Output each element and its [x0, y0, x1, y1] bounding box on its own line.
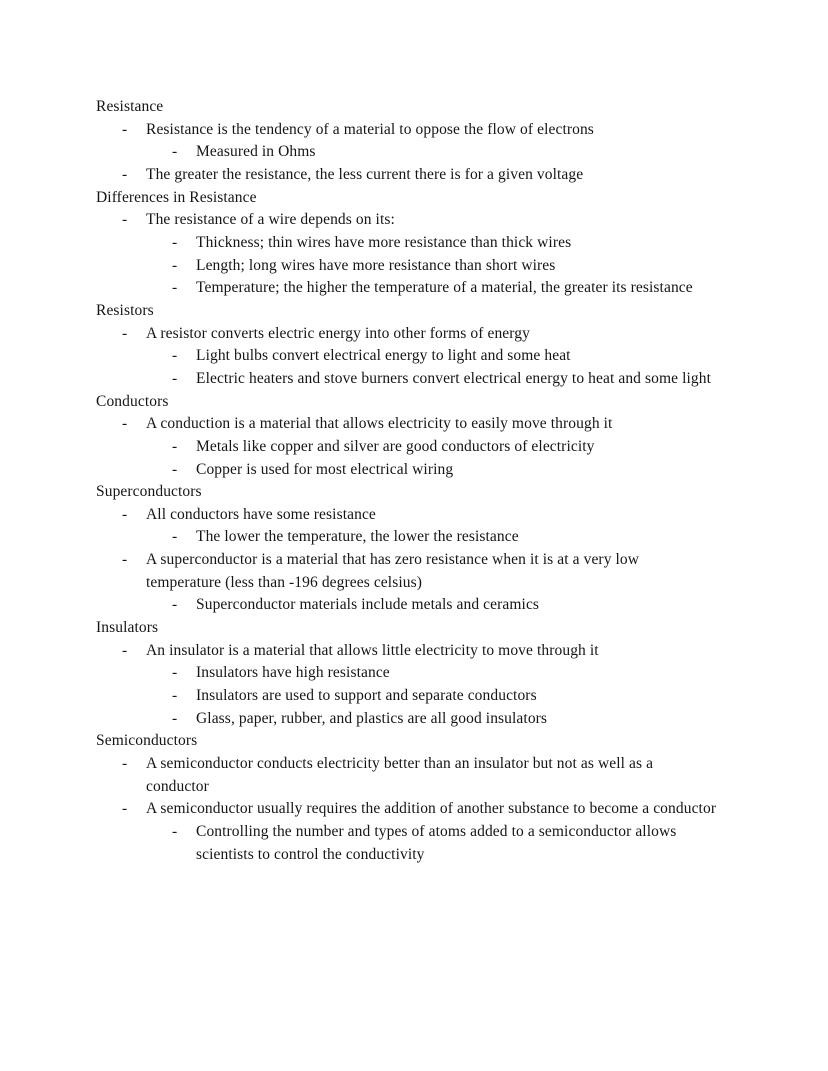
list-item — [96, 549, 718, 594]
list-item-text: An insulator is a material that allows little electricity to move through it — [146, 641, 599, 659]
list-item — [96, 141, 718, 164]
bullet-dash: - — [172, 233, 178, 251]
bullet-dash: - — [122, 120, 128, 138]
section-heading: Insulators — [96, 619, 159, 637]
list-item — [96, 119, 718, 142]
list-item-text: A semiconductor conducts electricity better than an insulator but not as well as a conductor — [146, 755, 654, 795]
list-item — [96, 526, 718, 549]
list-item-text: A semiconductor usually requires the addition of another substance to become a conductor — [146, 800, 717, 818]
list-item-text: Copper is used for most electrical wiring — [196, 460, 454, 478]
bullet-dash: - — [172, 369, 178, 387]
list-item — [96, 413, 718, 436]
bullet-dash: - — [122, 800, 128, 818]
list-item-text: A resistor converts electric energy into other forms of energy — [146, 324, 530, 342]
bullet-dash: - — [122, 551, 128, 569]
bullet-dash: - — [122, 755, 128, 773]
bullet-dash: - — [172, 687, 178, 705]
bullet-dash: - — [122, 211, 128, 229]
section-heading: Semiconductors — [96, 732, 198, 750]
list-item-text: Glass, paper, rubber, and plastics are all good insulators — [196, 709, 548, 727]
list-item-text: Resistance is the tendency of a material to oppose the flow of electrons — [146, 120, 594, 138]
list-item-text: All conductors have some resistance — [146, 505, 376, 523]
bullet-dash: - — [172, 143, 178, 161]
bullet-dash: - — [172, 347, 178, 365]
bullet-dash: - — [172, 256, 178, 274]
bullet-dash: - — [172, 823, 178, 840]
list-item-text: Thickness; thin wires have more resistance than thick wires — [196, 233, 572, 251]
bullet-dash: - — [172, 528, 178, 546]
bullet-dash: - — [122, 505, 128, 523]
section-heading: Conductors — [96, 392, 169, 410]
section-heading: Resistance — [96, 98, 164, 115]
list-item-text: The lower the temperature, the lower the resistance — [196, 528, 519, 546]
list-item-text: The greater the resistance, the less current there is for a given voltage — [146, 165, 584, 183]
list-item-text: Insulators are used to support and separate conductors — [196, 687, 537, 705]
list-item — [96, 753, 718, 798]
list-item-text: Superconductor materials include metals and ceramics — [196, 596, 540, 614]
bullet-dash: - — [172, 664, 178, 682]
list-item — [96, 277, 718, 300]
list-item — [96, 504, 718, 527]
list-item — [96, 821, 718, 866]
list-item-text: A superconductor is a material that has zero resistance when it is at a very low temperature (less than -196 degrees celsius) — [146, 551, 640, 591]
list-item — [96, 640, 718, 663]
section-heading: Superconductors — [96, 483, 202, 501]
section-heading: Differences in Resistance — [96, 188, 257, 206]
bullet-dash: - — [122, 415, 128, 433]
list-item-text: Electric heaters and stove burners convert electrical energy to heat and some light — [196, 369, 712, 387]
list-item-text: Length; long wires have more resistance than short wires — [196, 256, 556, 274]
list-item — [96, 798, 718, 821]
list-item — [96, 436, 718, 459]
bullet-dash: - — [172, 279, 178, 297]
list-item-text: Controlling the number and types of atoms added to a semiconductor allows scientists to control the conductivity — [196, 823, 677, 863]
list-item — [96, 459, 718, 482]
bullet-dash: - — [122, 165, 128, 183]
bullet-dash: - — [122, 641, 128, 659]
bullet-dash: - — [122, 324, 128, 342]
list-item — [96, 685, 718, 708]
section-heading: Resistors — [96, 301, 154, 319]
bullet-dash: - — [172, 709, 178, 727]
list-item — [96, 594, 718, 617]
list-item-text: Light bulbs convert electrical energy to light and some heat — [196, 347, 571, 365]
list-item-text: Metals like copper and silver are good conductors of electricity — [196, 437, 595, 455]
list-item — [96, 323, 718, 346]
bullet-dash: - — [172, 596, 178, 614]
list-item-text: Measured in Ohms — [196, 143, 316, 161]
bullet-dash: - — [172, 460, 178, 478]
list-item-text: Insulators have high resistance — [196, 664, 390, 682]
list-item — [96, 164, 718, 187]
bullet-dash: - — [172, 437, 178, 455]
list-item-text: Temperature; the higher the temperature of a material, the greater its resistance — [196, 279, 693, 297]
list-item — [96, 708, 718, 731]
list-item — [96, 232, 718, 255]
list-item — [96, 662, 718, 685]
document-content — [96, 96, 718, 866]
list-item — [96, 209, 718, 232]
list-item — [96, 345, 718, 368]
list-item — [96, 255, 718, 278]
list-item — [96, 368, 718, 391]
list-item-text: The resistance of a wire depends on its: — [146, 211, 395, 229]
list-item-text: A conduction is a material that allows electricity to easily move through it — [146, 415, 613, 433]
